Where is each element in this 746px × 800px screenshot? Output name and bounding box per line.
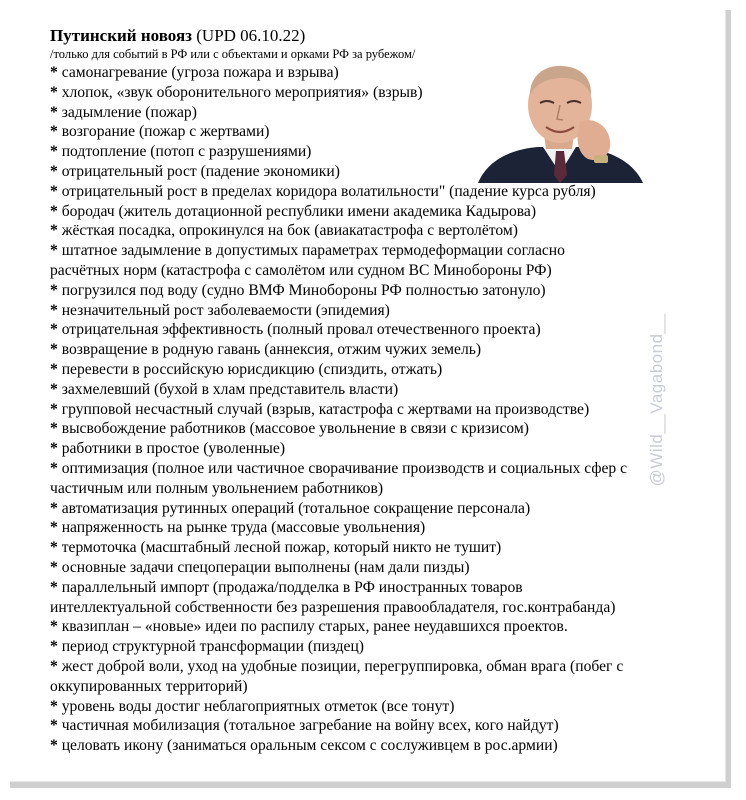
bullet-marker: * bbox=[50, 143, 58, 161]
bullet-marker: * bbox=[50, 558, 58, 576]
list-item bbox=[50, 736, 710, 756]
list-item bbox=[50, 221, 710, 241]
list-item bbox=[50, 617, 710, 637]
bullet-marker: * bbox=[50, 697, 58, 715]
list-item-text: параллельный импорт (продажа/подделка в РФ иностранных товаров bbox=[61, 578, 523, 596]
list-item-text: жёсткая посадка, опрокинулся на бок (авиакатастрофа с вертолётом) bbox=[61, 222, 518, 240]
list-item-text: отрицательный рост (падение экономики) bbox=[61, 162, 340, 180]
list-item bbox=[50, 697, 710, 717]
list-item bbox=[50, 558, 710, 578]
list-item-text: работники в простое (уволенные) bbox=[61, 440, 286, 458]
list-item bbox=[50, 400, 710, 420]
list-item bbox=[50, 380, 710, 400]
list-item-text: бородач (житель дотационной республики имени академика Кадырова) bbox=[61, 202, 537, 220]
list-item bbox=[50, 63, 710, 83]
list-item-text: оккупированных территорий) bbox=[50, 677, 248, 695]
list-item-text: высвобождение работников (массовое увольнение в связи с кризисом) bbox=[61, 420, 529, 438]
document-title bbox=[50, 26, 710, 46]
bullet-marker: * bbox=[50, 499, 58, 517]
list-item-text: групповой несчастный случай (взрыв, катастрофа с жертвами на производстве) bbox=[61, 400, 590, 418]
list-item-text: штатное задымление в допустимых параметрах термодеформации согласно bbox=[61, 242, 565, 260]
list-item bbox=[50, 241, 710, 261]
bullet-marker: * bbox=[50, 242, 58, 260]
list-item-text: отрицательный рост в пределах коридора волатильности" (падение курса рубля) bbox=[61, 182, 596, 200]
list-item bbox=[50, 439, 710, 459]
list-item bbox=[50, 360, 710, 380]
list-item-text: самонагревание (угроза пожара и взрыва) bbox=[61, 64, 339, 81]
list-item-text: возгорание (пожар с жертвами) bbox=[61, 123, 270, 141]
bullet-marker: * bbox=[50, 123, 58, 141]
bullet-marker: * bbox=[50, 281, 58, 299]
list-item-text: автоматизация рутинных операций (тотальное сокращение персонала) bbox=[61, 499, 531, 517]
bullet-marker: * bbox=[50, 657, 58, 675]
title-update: (UPD 06.10.22) bbox=[192, 26, 306, 45]
list-item-continuation bbox=[50, 261, 710, 281]
list-item-text: напряженность на рынке труда (массовые увольнения) bbox=[61, 519, 426, 537]
list-item bbox=[50, 122, 710, 142]
list-item bbox=[50, 538, 710, 558]
bullet-marker: * bbox=[50, 737, 58, 755]
list-item bbox=[50, 459, 710, 479]
list-item bbox=[50, 716, 710, 736]
bullet-marker: * bbox=[50, 182, 58, 200]
term-list bbox=[50, 63, 710, 756]
bullet-marker: * bbox=[50, 162, 58, 180]
bullet-marker: * bbox=[50, 341, 58, 359]
list-item-text: погрузился под воду (судно ВМФ Минобороны РФ полностью затонуло) bbox=[61, 281, 546, 299]
list-item-text: оптимизация (полное или частичное сворачивание производств и социальных сфер с bbox=[61, 459, 628, 477]
list-item-continuation bbox=[50, 677, 710, 697]
list-item bbox=[50, 301, 710, 321]
list-item-text: возвращение в родную гавань (аннексия, отжим чужих земель) bbox=[61, 341, 482, 359]
list-item bbox=[50, 320, 710, 340]
bullet-marker: * bbox=[50, 103, 58, 121]
list-item-text: интеллектуальной собственности без разрешения правообладателя, гос.контрабанда) bbox=[50, 598, 616, 616]
list-item bbox=[50, 657, 710, 677]
list-item-text: отрицательная эффективность (полный провал отечественного проекта) bbox=[61, 321, 541, 339]
list-item-text: жест доброй воли, уход на удобные позиции, перегруппировка, обман врага (побег с bbox=[61, 657, 624, 675]
list-item-text: термоточка (масштабный лесной пожар, который никто не тушит) bbox=[61, 539, 502, 557]
document-subtitle: /только для событий в РФ или с объектами и орками РФ за рубежом/ bbox=[50, 47, 416, 61]
list-item bbox=[50, 281, 710, 301]
list-item-text: частичным или полным увольнением работников) bbox=[50, 479, 384, 497]
list-item-text: задымление (пожар) bbox=[61, 103, 197, 121]
bullet-marker: * bbox=[50, 400, 58, 418]
list-item bbox=[50, 202, 710, 222]
bullet-marker: * bbox=[50, 638, 58, 656]
bullet-marker: * bbox=[50, 301, 58, 319]
list-item-text: незначительный рост заболеваемости (эпидемия) bbox=[61, 301, 390, 319]
list-item-text: основные задачи спецоперации выполнены (нам дали пизды) bbox=[61, 558, 470, 576]
list-item bbox=[50, 83, 710, 103]
bullet-marker: * bbox=[50, 420, 58, 438]
list-item bbox=[50, 499, 710, 519]
list-item-text: расчётных норм (катастрофа с самолётом или судном ВС Минобороны РФ) bbox=[50, 261, 552, 279]
list-item bbox=[50, 182, 710, 202]
bullet-marker: * bbox=[50, 618, 58, 636]
list-item bbox=[50, 162, 710, 182]
list-item-text: подтопление (потоп с разрушениями) bbox=[61, 143, 312, 161]
list-item bbox=[50, 637, 710, 657]
bullet-marker: * bbox=[50, 360, 58, 378]
list-item-text: целовать икону (заниматься оральным сексом с сослуживцем в рос.армии) bbox=[61, 737, 558, 755]
bullet-marker: * bbox=[50, 459, 58, 477]
list-item-text: уровень воды достиг неблагоприятных отметок (все тонут) bbox=[61, 697, 455, 715]
bullet-marker: * bbox=[50, 380, 58, 398]
bullet-marker: * bbox=[50, 539, 58, 557]
bullet-marker: * bbox=[50, 321, 58, 339]
list-item-text: перевести в российскую юрисдикцию (спиздить, отжать) bbox=[61, 360, 443, 378]
list-item-continuation bbox=[50, 479, 710, 499]
bullet-marker: * bbox=[50, 64, 58, 81]
list-item bbox=[50, 419, 710, 439]
bullet-marker: * bbox=[50, 83, 58, 101]
list-item-text: захмелевший (бухой в хлам представитель власти) bbox=[61, 380, 399, 398]
watermark-text: @Wild__Vagabond__ bbox=[647, 313, 666, 487]
list-item-continuation bbox=[50, 598, 710, 618]
list-item bbox=[50, 103, 710, 123]
list-item-text: хлопок, «звук оборонительного мероприятия» (взрыв) bbox=[61, 83, 423, 101]
bullet-marker: * bbox=[50, 222, 58, 240]
list-item bbox=[50, 340, 710, 360]
list-item-text: частичная мобилизация (тотальное загребание на войну всех, кого найдут) bbox=[61, 717, 559, 735]
bullet-marker: * bbox=[50, 440, 58, 458]
list-item bbox=[50, 518, 710, 538]
bullet-marker: * bbox=[50, 202, 58, 220]
list-item-text: период структурной трансформации (пиздец) bbox=[61, 638, 364, 656]
list-item-text: квазиплан – «новые» идеи по распилу старых, ранее неудавшихся проектов. bbox=[61, 618, 568, 636]
title-main: Путинский новояз bbox=[50, 26, 192, 45]
bullet-marker: * bbox=[50, 717, 58, 735]
bullet-marker: * bbox=[50, 519, 58, 537]
list-item bbox=[50, 578, 710, 598]
list-item bbox=[50, 142, 710, 162]
document-body bbox=[50, 26, 710, 756]
bullet-marker: * bbox=[50, 578, 58, 596]
